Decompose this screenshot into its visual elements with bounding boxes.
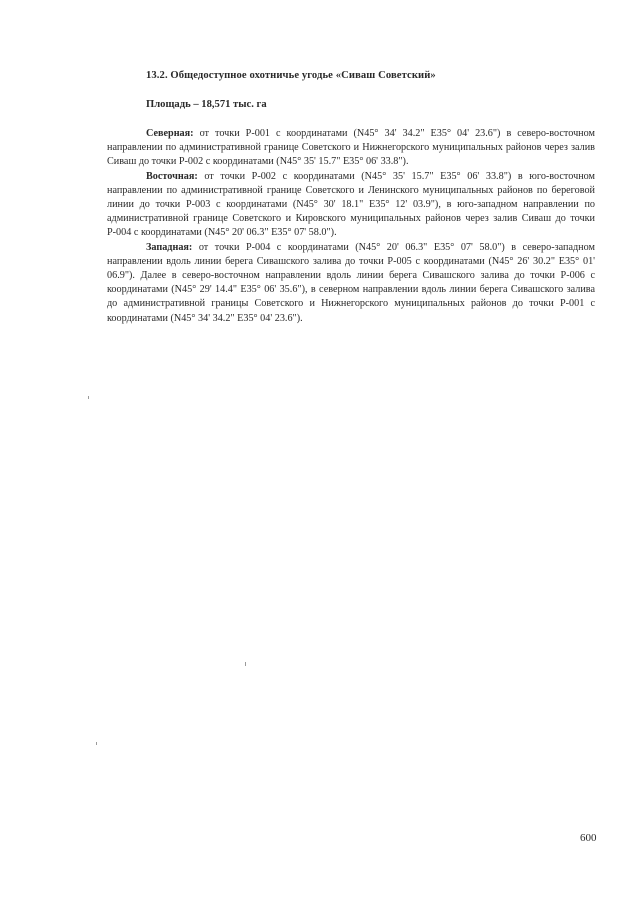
- border-west-label: Западная:: [146, 241, 193, 253]
- border-east-paragraph: [107, 170, 595, 241]
- scan-speck: [88, 396, 89, 399]
- border-north-text: от точки Р-001 с координатами (N45° 34' 34.2" E35° 04' 23.6") в северо-восточном направлении по административной границе Советского и Нижнегорского муниципальных районов через залив Сиваш до точки Р-002 с координатами (N45° 35' 15.7" E35° 06' 33.8").: [107, 128, 595, 168]
- border-east-text: от точки Р-002 с координатами (N45° 35' 15.7" E35° 06' 33.8") в юго-восточном направлении по административной границе Советского и Ленинского муниципальных районов по береговой линии до точки Р-003 с координатами (N45° 30' 18.1" E35° 12' 03.9"), в юго-западном направлении по административной границе Советского и Кировского муниципальных районов через залив Сиваш до точки Р-004 с координатами (N45° 20' 06.3" E35° 07' 58.0").: [107, 170, 595, 239]
- border-west-text: от точки Р-004 с координатами (N45° 20' 06.3" E35° 07' 58.0") в северо-западном направлении вдоль линии берега Сивашского залива до точки Р-005 с координатами (N45° 26' 30.2" E35° 01' 06.9"). Далее в северо-восточном направлении вдоль линии берега Сивашского залива до точки Р-006 с координатами (N45° 29' 14.4" E35° 06' 35.6"), в северном направлении вдоль линии берега Сивашского залива до административной границы Советского и Нижнегорского муниципальных районов до точки Р-001 с координатами (N45° 34' 34.2" E35° 04' 23.6").: [107, 241, 595, 324]
- page-number: 600: [580, 832, 597, 844]
- border-north-label: Северная:: [146, 128, 194, 139]
- border-north-paragraph: [107, 127, 595, 170]
- scan-speck: [96, 742, 97, 745]
- borders-description: [107, 127, 595, 326]
- border-west-paragraph: [107, 241, 595, 326]
- scan-speck: [245, 662, 246, 666]
- area-line: Площадь – 18,571 тыс. га: [146, 99, 267, 110]
- section-heading: 13.2. Общедоступное охотничье угодье «Сиваш Советский»: [146, 70, 436, 81]
- border-east-label: Восточная:: [146, 170, 198, 182]
